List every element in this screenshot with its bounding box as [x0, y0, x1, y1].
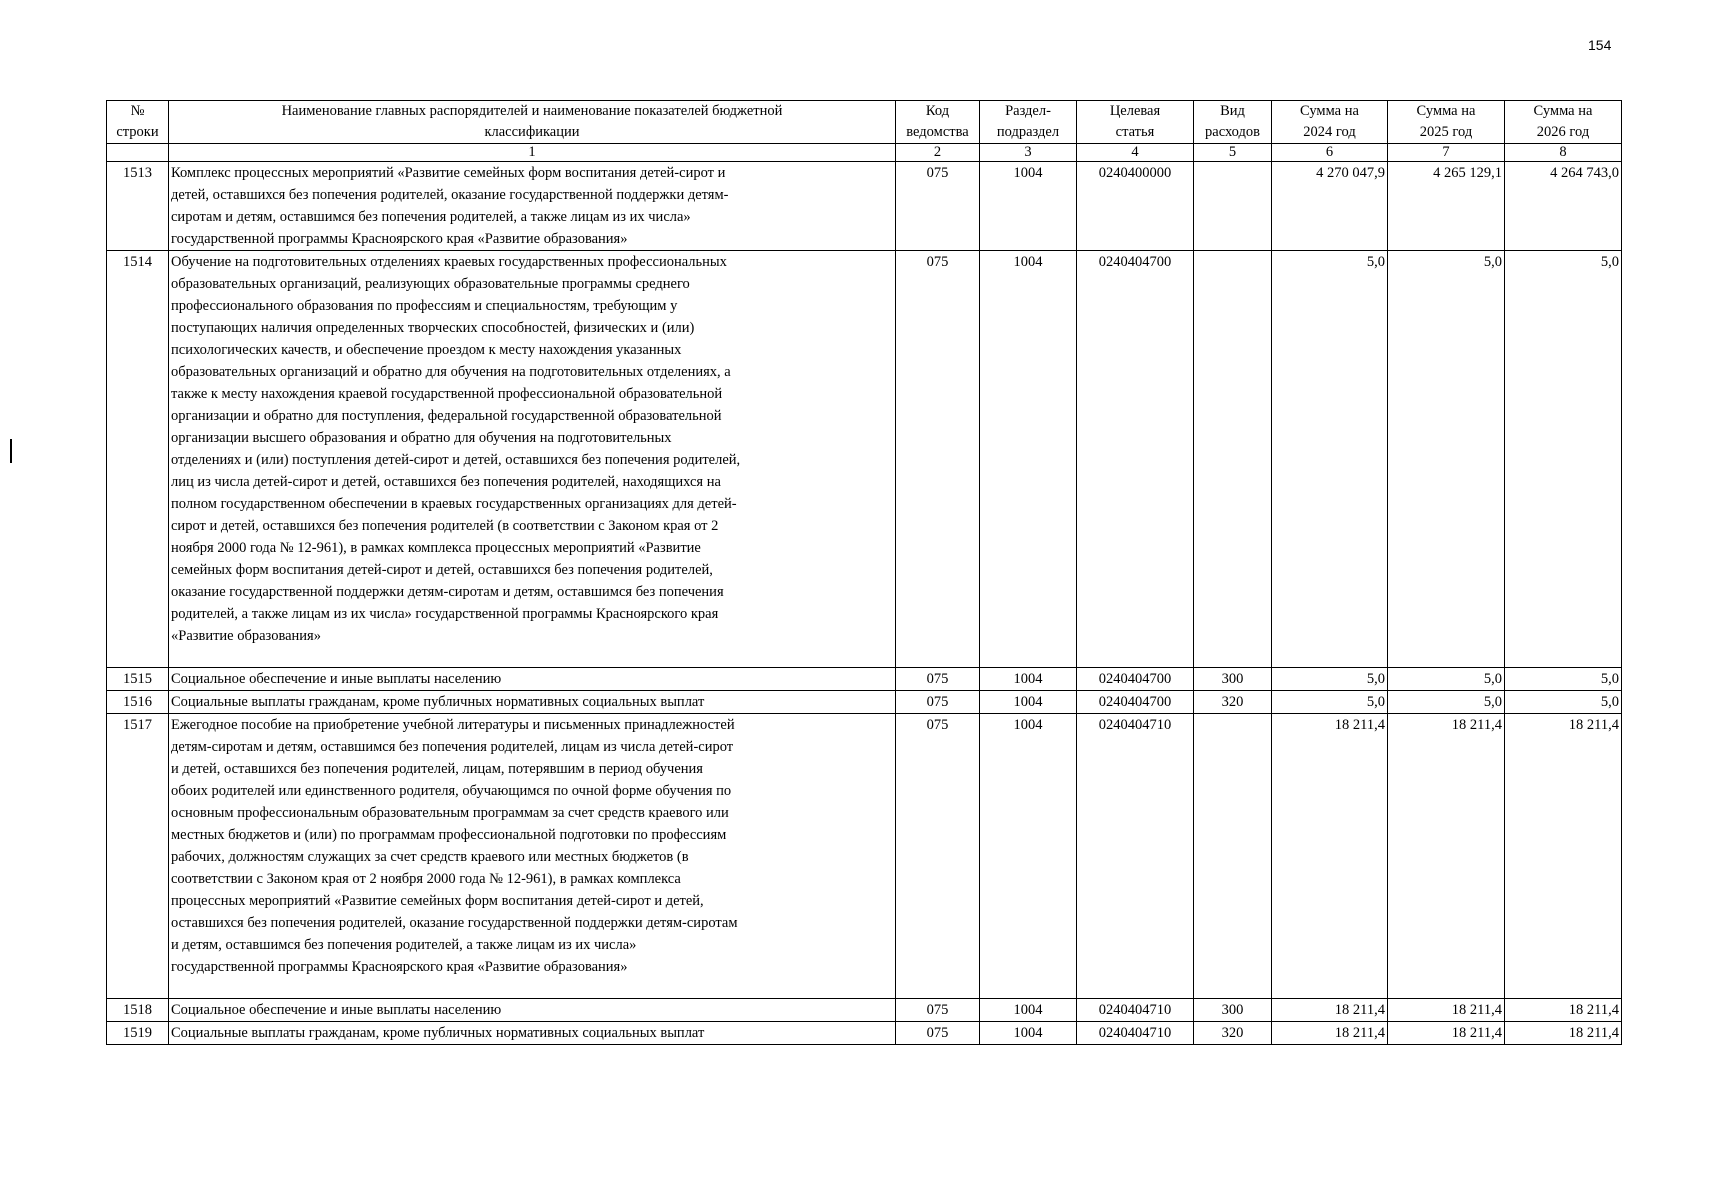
sum-2024: 4 270 047,9	[1272, 162, 1388, 251]
indicator-name-line: организации высшего образования и обратно для обучения на подготовительных	[171, 430, 672, 446]
sum-2025: 5,0	[1388, 251, 1505, 668]
indicator-name-line: Социальные выплаты гражданам, кроме публичных нормативных социальных выплат	[171, 1025, 705, 1041]
sum-2026: 18 211,4	[1505, 714, 1622, 999]
column-number: 6	[1272, 144, 1388, 162]
column-number-row	[107, 144, 1622, 162]
indicator-name	[169, 668, 896, 691]
indicator-name-line: соответствии с Законом края от 2 ноября 2000 года № 12-961), в рамках комплекса	[171, 871, 681, 887]
dept-code: 075	[896, 251, 980, 668]
row-number: 1519	[107, 1022, 169, 1045]
row-number: 1518	[107, 999, 169, 1022]
sum-2024: 18 211,4	[1272, 999, 1388, 1022]
row-number: 1516	[107, 691, 169, 714]
column-number	[107, 144, 169, 162]
header-sum-2024: Сумма на 2024 год	[1272, 101, 1388, 144]
target-article: 0240404700	[1077, 251, 1194, 668]
indicator-name-line: лиц из числа детей-сирот и детей, оставшихся без попечения родителей, находящихся на	[171, 474, 721, 490]
sum-2026: 4 264 743,0	[1505, 162, 1622, 251]
expense-type: 300	[1194, 999, 1272, 1022]
sum-2024: 18 211,4	[1272, 1022, 1388, 1045]
indicator-name-line: Ежегодное пособие на приобретение учебной литературы и письменных принадлежностей	[171, 717, 735, 733]
indicator-name-line: Социальные выплаты гражданам, кроме публичных нормативных социальных выплат	[171, 694, 705, 710]
column-number: 2	[896, 144, 980, 162]
indicator-name-line: Обучение на подготовительных отделениях краевых государственных профессиональных	[171, 254, 727, 270]
indicator-name-line: профессионального образования по профессиям и специальностям, требующим у	[171, 298, 678, 314]
sum-2025: 18 211,4	[1388, 1022, 1505, 1045]
indicator-name-line: Комплекс процессных мероприятий «Развитие семейных форм воспитания детей-сирот и	[171, 165, 726, 181]
indicator-name-line: родителей, а также лицам из их числа» государственной программы Красноярского края	[171, 606, 719, 622]
sum-2026: 18 211,4	[1505, 999, 1622, 1022]
target-article: 0240404700	[1077, 668, 1194, 691]
header-row-number: № строки	[107, 101, 169, 144]
section-code: 1004	[980, 714, 1077, 999]
header-expense-type: Вид расходов	[1194, 101, 1272, 144]
row-number: 1517	[107, 714, 169, 999]
dept-code: 075	[896, 999, 980, 1022]
section-code: 1004	[980, 691, 1077, 714]
indicator-name	[169, 999, 896, 1022]
indicator-name-line: поступающих наличия определенных творческих способностей, физических и (или)	[171, 320, 695, 336]
indicator-name-line: детям-сиротам и детям, оставшимся без попечения родителей, лицам из числа детей-сирот	[171, 739, 734, 755]
indicator-name-line: государственной программы Красноярского края «Развитие образования»	[171, 231, 628, 247]
indicator-name-line: семейных форм воспитания детей-сирот и детей, оставшихся без попечения родителей,	[171, 562, 713, 578]
target-article: 0240400000	[1077, 162, 1194, 251]
indicator-name-line: Социальное обеспечение и иные выплаты населению	[171, 1002, 502, 1018]
header-sum-2025: Сумма на 2025 год	[1388, 101, 1505, 144]
expense-type	[1194, 714, 1272, 999]
sum-2026: 5,0	[1505, 251, 1622, 668]
section-code: 1004	[980, 251, 1077, 668]
dept-code: 075	[896, 714, 980, 999]
target-article: 0240404700	[1077, 691, 1194, 714]
sum-2025: 4 265 129,1	[1388, 162, 1505, 251]
expense-type: 320	[1194, 691, 1272, 714]
indicator-name-line: рабочих, должностям служащих за счет средств краевого или местных бюджетов (в	[171, 849, 689, 865]
sum-2026: 5,0	[1505, 691, 1622, 714]
table-row	[107, 691, 1622, 714]
indicator-name	[169, 162, 896, 251]
indicator-name-line: также к месту нахождения краевой государственной профессиональной образовательной	[171, 386, 723, 402]
section-code: 1004	[980, 668, 1077, 691]
indicator-name-line: основным профессиональным образовательным программам за счет средств краевого или	[171, 805, 729, 821]
row-number: 1515	[107, 668, 169, 691]
indicator-name	[169, 714, 896, 999]
sum-2026: 18 211,4	[1505, 1022, 1622, 1045]
section-code: 1004	[980, 1022, 1077, 1045]
table-body	[107, 162, 1622, 1045]
indicator-name-line: обоих родителей или единственного родителя, обучающимся по очной форме обучения по	[171, 783, 732, 799]
sum-2025: 5,0	[1388, 668, 1505, 691]
table-row	[107, 162, 1622, 251]
table-header-row	[107, 101, 1622, 144]
table-row	[107, 668, 1622, 691]
indicator-name-line: ноября 2000 года № 12-961), в рамках комплекса процессных мероприятий «Развитие	[171, 540, 701, 556]
header-target-article: Целевая статья	[1077, 101, 1194, 144]
indicator-name-line: государственной программы Красноярского края «Развитие образования»	[171, 959, 628, 975]
indicator-name-line: детей, оставшихся без попечения родителей, оказание государственной поддержки детям-	[171, 187, 729, 203]
row-number: 1513	[107, 162, 169, 251]
column-number: 4	[1077, 144, 1194, 162]
indicator-name-line: организации и обратно для поступления, федеральной государственной образовательной	[171, 408, 722, 424]
target-article: 0240404710	[1077, 1022, 1194, 1045]
column-number: 3	[980, 144, 1077, 162]
row-number: 1514	[107, 251, 169, 668]
column-number: 7	[1388, 144, 1505, 162]
indicator-name-line: оказание государственной поддержки детям-сиротам и детям, оставшимся без попечения	[171, 584, 724, 600]
expense-type	[1194, 251, 1272, 668]
indicator-name-line: и детям, оставшимся без попечения родителей, а также лицам из их числа»	[171, 937, 637, 953]
column-number: 5	[1194, 144, 1272, 162]
table-row	[107, 1022, 1622, 1045]
section-code: 1004	[980, 999, 1077, 1022]
sum-2025: 18 211,4	[1388, 714, 1505, 999]
dept-code: 075	[896, 691, 980, 714]
table-row	[107, 999, 1622, 1022]
page-number: 154	[1588, 37, 1612, 53]
sum-2024: 18 211,4	[1272, 714, 1388, 999]
target-article: 0240404710	[1077, 999, 1194, 1022]
indicator-name-line: психологических качеств, и обеспечение проездом к месту нахождения указанных	[171, 342, 682, 358]
sum-2025: 18 211,4	[1388, 999, 1505, 1022]
indicator-name-line: «Развитие образования»	[171, 628, 321, 644]
sum-2026: 5,0	[1505, 668, 1622, 691]
indicator-name-line: полном государственном обеспечении в краевых государственных организациях для детей-	[171, 496, 737, 512]
target-article: 0240404710	[1077, 714, 1194, 999]
column-number: 1	[169, 144, 896, 162]
table-row	[107, 251, 1622, 668]
sum-2024: 5,0	[1272, 251, 1388, 668]
indicator-name-line: оставшихся без попечения родителей, оказание государственной поддержки детям-сиротам	[171, 915, 738, 931]
indicator-name	[169, 691, 896, 714]
expense-type	[1194, 162, 1272, 251]
sum-2024: 5,0	[1272, 691, 1388, 714]
indicator-name	[169, 251, 896, 668]
indicator-name-line: и детей, оставшихся без попечения родителей, лицам, потерявшим в период обучения	[171, 761, 703, 777]
column-number: 8	[1505, 144, 1622, 162]
expense-type: 320	[1194, 1022, 1272, 1045]
dept-code: 075	[896, 668, 980, 691]
indicator-name-line: отделениях и (или) поступления детей-сирот и детей, оставшихся без попечения родителей,	[171, 452, 741, 468]
indicator-name-line: образовательных организаций, реализующих образовательные программы среднего	[171, 276, 690, 292]
dept-code: 075	[896, 162, 980, 251]
expense-type: 300	[1194, 668, 1272, 691]
header-section: Раздел- подраздел	[980, 101, 1077, 144]
header-name: Наименование главных распорядителей и наименование показателей бюджетной классификации	[169, 101, 896, 144]
section-code: 1004	[980, 162, 1077, 251]
budget-table	[106, 100, 1622, 1045]
scan-margin-mark	[10, 439, 12, 463]
indicator-name-line: местных бюджетов и (или) по программам профессиональной подготовки по профессиям	[171, 827, 727, 843]
indicator-name-line: Социальное обеспечение и иные выплаты населению	[171, 671, 502, 687]
indicator-name	[169, 1022, 896, 1045]
sum-2024: 5,0	[1272, 668, 1388, 691]
dept-code: 075	[896, 1022, 980, 1045]
table-row	[107, 714, 1622, 999]
header-dept-code: Код ведомства	[896, 101, 980, 144]
indicator-name-line: сирот и детей, оставшихся без попечения родителей (в соответствии с Законом края от 2	[171, 518, 719, 534]
header-sum-2026: Сумма на 2026 год	[1505, 101, 1622, 144]
indicator-name-line: образовательных организаций и обратно для обучения на подготовительных отделениях, а	[171, 364, 731, 380]
sum-2025: 5,0	[1388, 691, 1505, 714]
indicator-name-line: сиротам и детям, оставшимся без попечения родителей, а также лицам из их числа»	[171, 209, 691, 225]
indicator-name-line: процессных мероприятий «Развитие семейных форм воспитания детей-сирот и детей,	[171, 893, 704, 909]
